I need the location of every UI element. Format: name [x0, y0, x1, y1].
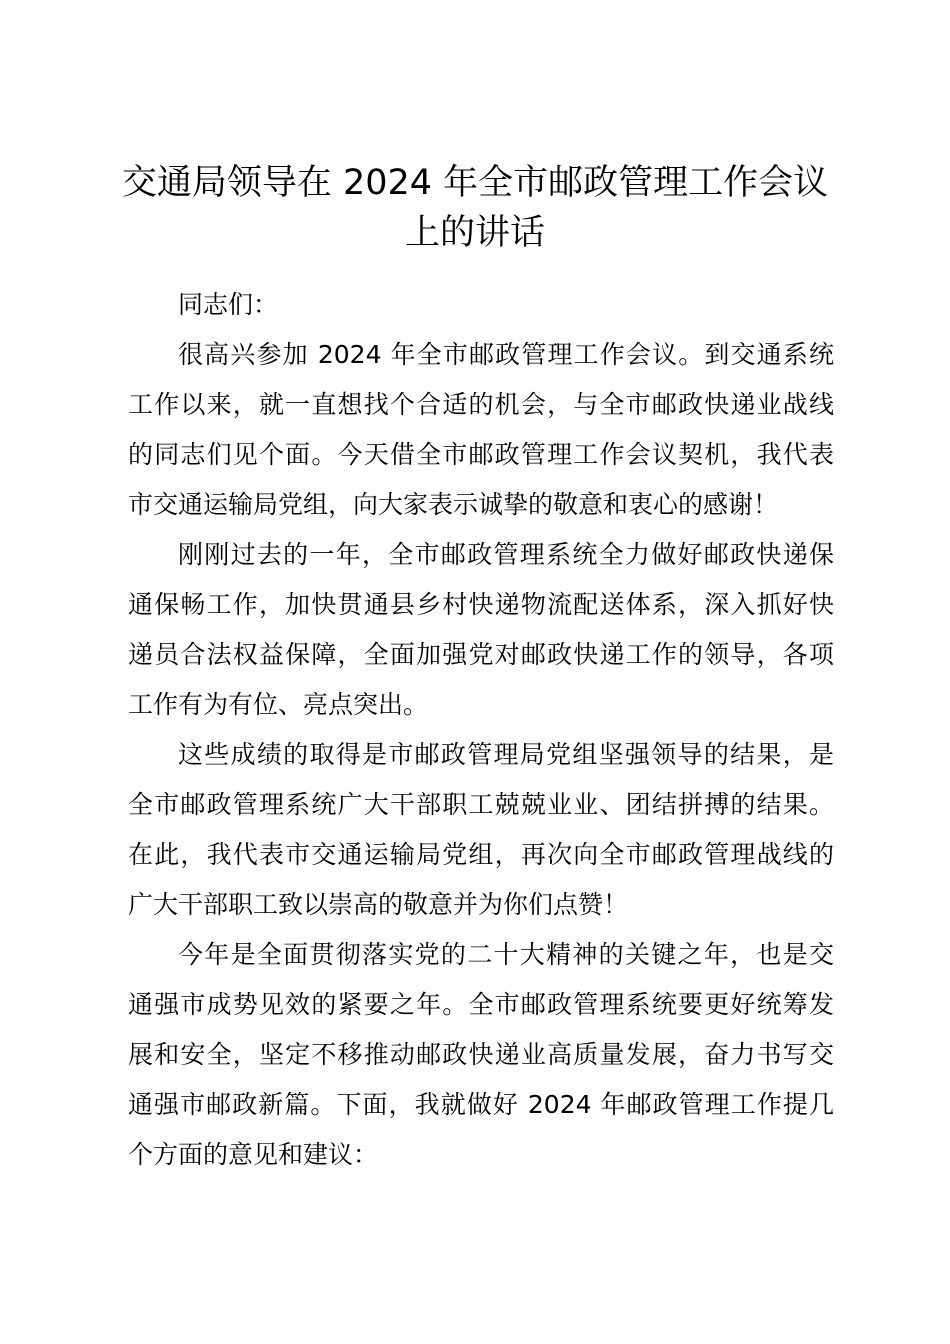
paragraph-3: [128, 730, 834, 930]
paragraph-line: 市交通运输局党组，向大家表示诚挚的敬意和衷心的感谢！: [128, 490, 779, 519]
paragraph-line: 通强市成势见效的紧要之年。全市邮政管理系统要更好统筹发: [128, 990, 834, 1019]
paragraph-line: 全市邮政管理系统广大干部职工兢兢业业、团结拼搏的结果。: [128, 790, 834, 819]
paragraph-line: 展和安全，坚定不移推动邮政快递业高质量发展，奋力书写交: [128, 1040, 834, 1069]
paragraph-line: 工作以来，就一直想找个合适的机会，与全市邮政快递业战线: [128, 390, 834, 419]
paragraph-4: [128, 930, 834, 1180]
paragraph-line: 这些成绩的取得是市邮政管理局党组坚强领导的结果，是: [178, 740, 834, 769]
paragraph-line: 通保畅工作，加快贯通县乡村快递物流配送体系，深入抓好快: [128, 590, 834, 619]
document-title: [110, 158, 840, 258]
paragraph-line: 在此，我代表市交通运输局党组，再次向全市邮政管理战线的: [128, 840, 834, 869]
paragraph-line: 今年是全面贯彻落实党的二十大精神的关键之年，也是交: [178, 940, 834, 969]
paragraph-line: 很高兴参加 2024 年全市邮政管理工作会议。到交通系统: [178, 340, 834, 369]
paragraph-line: 通强市邮政新篇。下面，我就做好 2024 年邮政管理工作提几: [128, 1090, 834, 1119]
paragraph-1: [128, 330, 834, 530]
paragraph-line: 递员合法权益保障，全面加强党对邮政快递工作的领导，各项: [128, 640, 834, 669]
paragraph-2: [128, 530, 834, 730]
paragraph-line: 工作有为有位、亮点突出。: [128, 690, 429, 719]
document-body: [128, 280, 834, 1180]
salutation: 同志们：: [178, 290, 279, 319]
title-line-2: 上的讲话: [404, 213, 545, 253]
paragraph-line: 个方面的意见和建议：: [128, 1140, 379, 1169]
paragraph-line: 刚刚过去的一年，全市邮政管理系统全力做好邮政快递保: [178, 540, 834, 569]
paragraph-line: 的同志们见个面。今天借全市邮政管理工作会议契机，我代表: [128, 440, 834, 469]
title-line-1: 交通局领导在 2024 年全市邮政管理工作会议: [121, 163, 829, 203]
paragraph-line: 广大干部职工致以崇高的敬意并为你们点赞！: [128, 890, 629, 919]
